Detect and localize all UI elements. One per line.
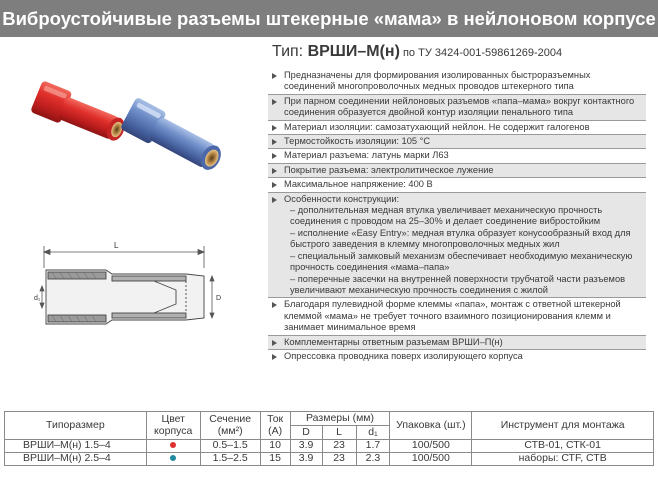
header-color: Цвет корпуса <box>146 412 200 440</box>
cell-tool: наборы: СТF, СТВ <box>472 453 654 466</box>
cell-pack: 100/500 <box>390 440 472 453</box>
header-section: Сечение (мм²) <box>200 412 260 440</box>
feature-item <box>268 135 646 149</box>
feature-item <box>268 95 646 121</box>
triangle-bullet-icon <box>272 168 277 174</box>
page-title-bar <box>0 0 658 37</box>
features-list <box>268 69 646 363</box>
red-connector <box>30 80 130 147</box>
header-dim-L: L <box>322 426 356 440</box>
cell-d1: 1.7 <box>356 440 390 453</box>
cell-size: ВРШИ–М(н) 1.5–4 <box>5 440 147 453</box>
feature-text: Максимальное напряжение: 400 В <box>284 179 433 190</box>
feature-text: Материал разъема: латунь марки Л63 <box>284 150 449 161</box>
feature-item <box>268 121 646 135</box>
cell-D: 3.9 <box>290 440 322 453</box>
label-d1: d₁ <box>34 295 41 302</box>
cell-color <box>146 453 200 466</box>
feature-text: Материал изоляции: самозатухающий нейлон. Не содержит галогенов <box>284 121 590 132</box>
feature-item <box>268 193 646 299</box>
triangle-bullet-icon <box>272 73 277 79</box>
feature-text: Опрессовка проводника поверх изолирующего корпуса <box>284 350 523 361</box>
table-row <box>5 453 654 466</box>
header-dim-D: D <box>290 426 322 440</box>
triangle-bullet-icon <box>272 302 277 308</box>
cell-tool: СТВ-01, СТК-01 <box>472 440 654 453</box>
feature-item <box>268 336 646 350</box>
cell-L: 23 <box>322 453 356 466</box>
header-size: Типоразмер <box>5 412 147 440</box>
label-L: L <box>114 241 119 250</box>
cell-section: 0.5–1.5 <box>200 440 260 453</box>
feature-subitem: – поперечные засечки на внутренней поверхности трубчатой части разъемов увеличивают механическую прочность соединения с жилой <box>290 273 626 295</box>
triangle-bullet-icon <box>272 340 277 346</box>
cell-size: ВРШИ–М(н) 2.5–4 <box>5 453 147 466</box>
triangle-bullet-icon <box>272 197 277 203</box>
feature-item <box>268 149 646 163</box>
triangle-bullet-icon <box>272 182 277 188</box>
label-D: D <box>216 295 222 302</box>
feature-text: При парном соединении нейлоновых разъемов «папа–мама» вокруг контактного соединения образуется двойной контур изоляции пенального типа <box>284 95 635 118</box>
triangle-bullet-icon <box>272 99 277 105</box>
product-photo <box>18 56 248 188</box>
triangle-bullet-icon <box>272 125 277 131</box>
cell-color <box>146 440 200 453</box>
triangle-bullet-icon <box>272 354 277 360</box>
triangle-bullet-icon <box>272 153 277 159</box>
cell-L: 23 <box>322 440 356 453</box>
cell-D: 3.9 <box>290 453 322 466</box>
dimension-D <box>210 276 214 318</box>
feature-item <box>268 69 646 95</box>
header-pack: Упаковка (шт.) <box>390 412 472 440</box>
feature-text: Термостойкость изоляции: 105 °С <box>284 136 431 147</box>
technical-drawing <box>36 238 226 336</box>
cell-pack: 100/500 <box>390 453 472 466</box>
blue-connector <box>120 97 228 177</box>
header-dim-d1: d₁ <box>356 426 390 440</box>
cell-current: 10 <box>260 440 290 453</box>
triangle-bullet-icon <box>272 139 277 145</box>
color-dot-icon <box>170 442 176 448</box>
type-code: ВРШИ–М(н) <box>307 43 400 60</box>
feature-subitem: – специальный замковый механизм обеспечивает необходимую механическую прочность соединения «мама–папа» <box>290 250 633 273</box>
header-tool: Инструмент для монтажа <box>472 412 654 440</box>
dimension-d1 <box>40 286 44 308</box>
feature-text: Особенности конструкции: <box>284 193 400 204</box>
table-row <box>5 440 654 453</box>
header-dims: Размеры (мм) <box>290 412 390 426</box>
type-line <box>272 43 562 61</box>
page-title: Виброустойчивые разъемы штекерные «мама» в нейлоновом корпусе <box>2 7 656 29</box>
connector-section <box>46 270 204 324</box>
feature-subitem: – исполнение «Easy Entry»: медная втулка образует конусообразный вход для быстрого заведения в клемму многопроволочных медных жил <box>290 227 631 250</box>
feature-item <box>268 178 646 192</box>
type-standard: по ТУ 3424-001-59861269-2004 <box>399 47 563 59</box>
feature-item <box>268 164 646 178</box>
cell-section: 1.5–2.5 <box>200 453 260 466</box>
header-current: Ток (А) <box>260 412 290 440</box>
spec-table <box>4 411 654 466</box>
cell-d1: 2.3 <box>356 453 390 466</box>
feature-text: Комплементарны ответным разъемам ВРШИ–П(н) <box>284 336 503 347</box>
feature-subitem: – дополнительная медная втулка увеличивает механическую прочность соединения с проводом на 25–30% и делает соединение вибростойким <box>290 205 603 227</box>
feature-item <box>268 298 646 335</box>
dimension-L <box>44 246 204 268</box>
feature-text: Благодаря пулевидной форме клеммы «папа», монтаж с ответной штекерной клеммой «мама» не требует точного взаимного позиционирования клемм и занимает минимальное время <box>284 299 621 333</box>
color-dot-icon <box>170 455 176 461</box>
type-prefix: Тип: <box>272 43 308 60</box>
cell-current: 15 <box>260 453 290 466</box>
feature-text: Покрытие разъема: электролитическое лужение <box>284 164 494 175</box>
feature-text: Предназначены для формирования изолированных быстроразъемных соединений многопроволочных медных проводов штекерного типа <box>284 70 591 92</box>
feature-item <box>268 350 646 363</box>
